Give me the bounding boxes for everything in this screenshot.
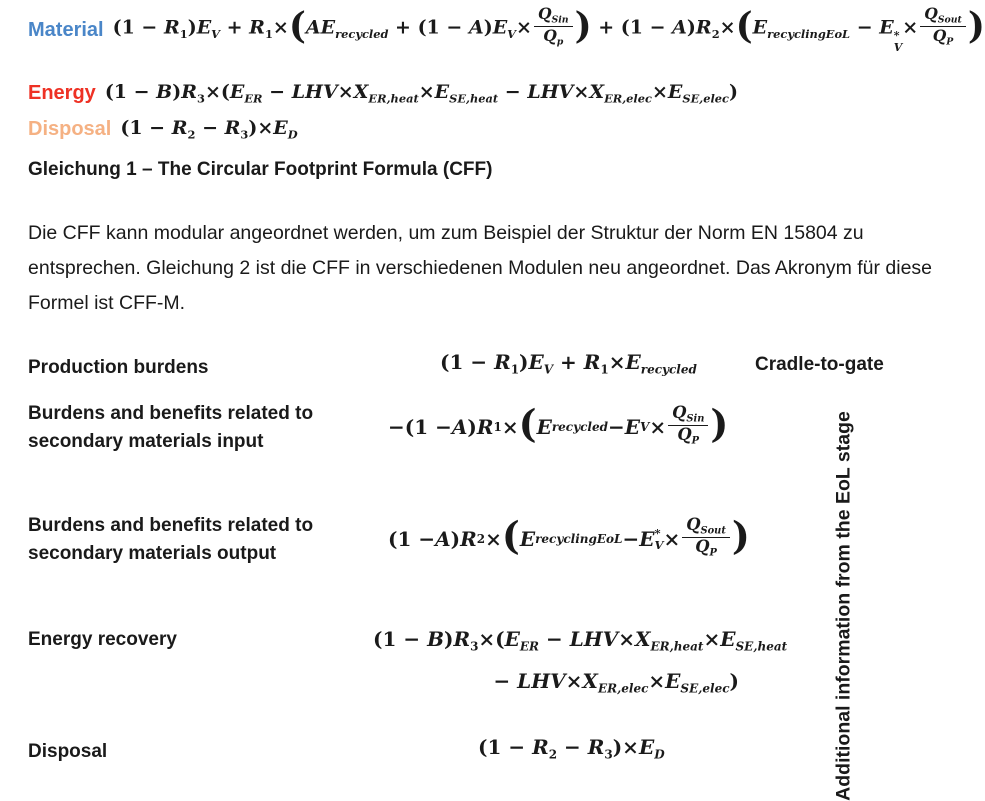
disposal-formula: $(1 - R_2 - R_3)\times E_D$ xyxy=(120,116,298,142)
formula-energy-recovery-line1: $(1 - B)R_3\times(E_{ER} - LHV\times X_{ER,heat}\times E_{SE,heat}$ xyxy=(373,627,788,654)
equation1-disposal-line xyxy=(28,114,298,144)
material-label: Material xyxy=(28,18,104,41)
energy-formula: $(1 - B)R_3\times(E_{ER} - LHV\times X_{ER,heat}\times E_{SE,heat} - LHV\times X_{ER,elec}\times E_{SE,elec})$ xyxy=(104,80,738,106)
formula-disposal-row: $(1 - R_2 - R_3)\times E_D$ xyxy=(478,735,665,762)
note-cradle-to-gate: Cradle-to-gate xyxy=(755,354,884,375)
formula-energy-recovery xyxy=(373,622,788,705)
formula-production-burdens: $(1 - R_1)E_V + R_1\times E_{recycled}$ xyxy=(440,350,697,377)
row-label-production-burdens: Production burdens xyxy=(28,357,209,378)
row-label-energy-recovery: Energy recovery xyxy=(28,629,177,650)
equation1-material-line xyxy=(28,3,985,54)
body-paragraph: Die CFF kann modular angeordnet werden, um zum Beispiel der Struktur der Norm EN 15804 zu entsprechen. Gleichung 2 ist die CFF in verschiedenen Modulen neu angeordnet. Das Akronym für diese Formel ist CFF-M. xyxy=(28,222,933,314)
formula-secondary-output: (1 − A ) R 2 × ( E recyclingEoL − E * V × $\frac{Q_{Sout}}{Q_P}$ ) xyxy=(388,513,750,559)
material-formula: $(1 - R_1)E_V + R_1\times(AE_{recycled} + (1 - A)E_V\times$ $\frac{Q_{Sin}}{Q_p}$ ) + $(1 - A)R_2\times(E_{recyclingEoL} - E$ * V × $\frac{Q_{Sout}}{Q_P}$ ) xyxy=(112,3,985,54)
formula-secondary-input: −(1 − A ) R 1 × ( E recycled − E V × $\frac{Q_{Sin}}{Q_P}$ ) xyxy=(388,401,729,447)
equation1-energy-line xyxy=(28,78,738,108)
energy-label: Energy xyxy=(28,81,96,104)
row-label-disposal: Disposal xyxy=(28,741,108,762)
equation1-caption: Gleichung 1 – The Circular Footprint Formula (CFF) xyxy=(28,159,493,180)
row-label-secondary-input: Burdens and benefits related to secondary materials input xyxy=(28,403,314,452)
disposal-label: Disposal xyxy=(28,117,112,140)
formula-energy-recovery-line2: − $LHV\times X_{ER,elec}\times E_{SE,elec}$) xyxy=(493,668,739,696)
eol-stage-side-note: Additional information from the EoL stage xyxy=(832,411,855,801)
row-label-secondary-output: Burdens and benefits related to secondary materials output xyxy=(28,515,314,564)
